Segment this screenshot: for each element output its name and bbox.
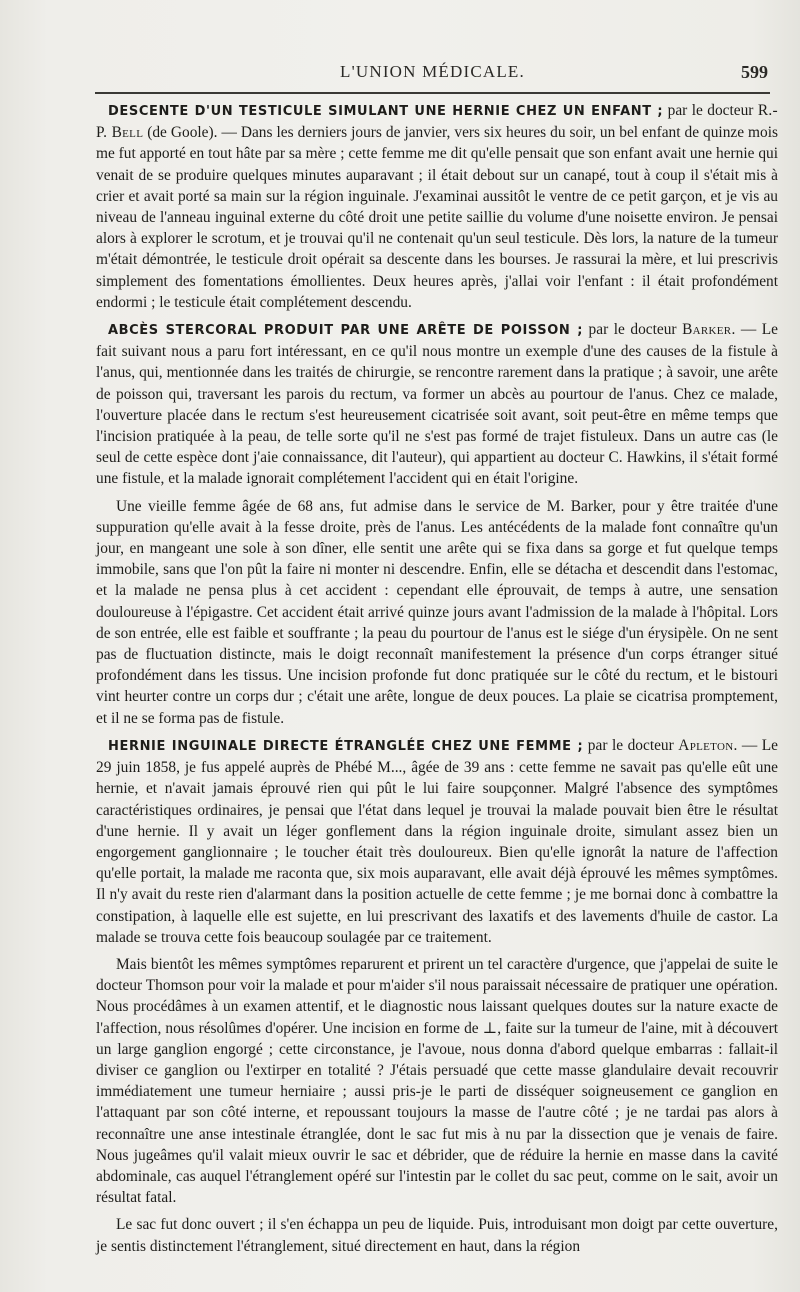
body-paragraph: Mais bientôt les mêmes symptômes reparurent et prirent un tel caractère d'urgence, que j'appelai de suite le docteur Thomson pour voir la malade et pour m'aider s'il nous paraissait nécessaire de pratiquer une opération. Nous procédâmes à un examen attentif, et le diagnostic nous laissant quelques doutes sur la nature exacte de l'affection, nous résolûmes d'opérer. Une incision en forme de ⊥, faite sur la tumeur de l'aine, mit à découvert un large ganglion engorgé ; cette circonstance, je l'avoue, nous donna d'abord quelque embarras : fallait-il diviser ce ganglion ou l'extirper en totalité ? J'étais persuadé que cette masse glandulaire devait recouvrir immédiatement une tumeur herniaire ; aussi pris-je le parti de disséquer soigneusement ce ganglion en l'attaquant par son côté interne, et repoussant toujours la masse de l'autre côté ; je ne tardai pas alors à reconnaître une anse intestinale étranglée, dont le sac fut mis à nu par la dissection que je venais de faire. Nous jugeâmes qu'il valait mieux ouvrir le sac et débrider, que de réduire la hernie en masse dans la cavité abdominale, cas auquel l'étranglement opéré sur l'intestin par le collet du sac peut, comme on le sait, avoir un résultat fatal. [96, 955, 778, 1207]
running-title: L'UNION MÉDICALE. [340, 62, 525, 81]
section-text: (de Goole). — Dans les derniers jours de janvier, vers six heures du soir, un bel enfant de quinze mois me fut apporté en tout hâte par sa mère ; cette femme me dit qu'elle pensait que son enfant avait une hernie qui venait de se produire quelques minutes auparavant ; il était debout sur un canapé, tout à coup il s'était mis à crier et avait porté sa main sur la région inguinale. J'examinai aussitôt le ventre de ce petit garçon, et je vis au niveau de l'anneau inguinal externe du côté droit une petite saillie du volume d'une noisette environ. Je pensai alors à explorer le scrotum, et je trouvai qu'il ne contenait qu'un seul testicule. Dès lors, la nature de la tumeur m'était démontrée, le testicule droit opérait sa descente dans les bourses. Je rassurai la mère, et lui prescrivis simplement des fomentations émollientes. Deux heures après, j'allai voir l'enfant : il était profondément endormi ; le testicule était complétement descendu. [96, 124, 778, 311]
author-prefix: par le docteur [663, 102, 758, 119]
body-paragraph: Une vieille femme âgée de 68 ans, fut admise dans le service de M. Barker, pour y être traitée d'une suppuration qu'elle avait à la fesse droite, près de l'anus. Les antécédents de la malade font connaître qu'un jour, en mangeant une sole à son dîner, elle sentit une arête qui se fixa dans sa gorge et fut quelque temps immobile, sans que l'on pût la faire ni monter ni descendre. Enfin, elle se détacha et descendit dans l'estomac, et la malade ne pensa plus à cet accident : cependant elle éprouvait, de temps à autre, une sensation douloureuse à l'épigastre. Cet accident était arrivé quinze jours avant l'admission de la malade à l'hôpital. Lors de son entrée, elle est faible et souffrante ; la peau du pourtour de l'anus est le siége d'un érysipèle. On ne sent pas de fluctuation distincte, mais le doigt reconnaît manifestement la présence d'un corps étranger situé profondément dans les tissus. Une incision profonde fut donc pratiquée sur le côté du rectum, et le bistouri vint heurter contre un corps dur ; c'était une arête, longue de deux pouces. La plaie se cicatrisa promptement, et il ne se forma pas de fistule. [96, 497, 778, 727]
author-prefix: par le docteur [583, 736, 679, 754]
section-heading: HERNIE INGUINALE DIRECTE ÉTRANGLÉE CHEZ UNE FEMME ; [108, 738, 584, 754]
author-prefix: par le docteur [583, 321, 683, 339]
section-heading: ABCÈS STERCORAL PRODUIT PAR UNE ARÊTE DE POISSON ; [108, 323, 583, 339]
author-name: R.-P. Bell [96, 102, 778, 142]
body-paragraph: Le sac fut donc ouvert ; il s'en échappa un peu de liquide. Puis, introduisant mon doigt par cette ouverture, je sentis distinctement l'étranglement, situé directement en haut, dans la région [96, 1216, 778, 1255]
author-name: Apleton [678, 736, 734, 754]
author-name: Barker [682, 321, 732, 339]
section-text: . — Le fait suivant nous a paru fort intéressant, en ce qu'il nous montre un exemple d'une des causes de la fistule à l'anus, qui, mentionnée dans les traités de chirurgie, se rencontre rarement dans la pratique ; à savoir, une arête de poisson qui, traversant les parois du rectum, va former un abcès au pourtour de l'anus. Chez ce malade, l'ouverture placée dans le rectum s'est heureusement cicatrisée soit avant, soit peut-être en même temps que l'incision pratiquée à la peau, de telle sorte qu'il ne s'est pas formé de trajet fistuleux. Dans un autre cas (le seul de cette espèce dont j'aie connaissance, dit l'auteur), qui appartient au docteur C. Hawkins, il s'était formé une fistule, et la malade ignorait complétement l'accident qui en était l'origine. [96, 321, 778, 488]
article-body [96, 100, 778, 1263]
running-head [95, 58, 770, 88]
section-paragraph [96, 735, 778, 948]
section-heading: DESCENTE D'UN TESTICULE SIMULANT UNE HERNIE CHEZ UN ENFANT ; [108, 104, 664, 119]
section-text: . — Le 29 juin 1858, je fus appelé auprès de Phébé M..., âgée de 39 ans : cette femme ne savait pas qu'elle eût une hernie, et n'avait jamais éprouvé rien qui pût le lui faire soupçonner. Malgré l'absence des symptômes caractéristiques ordinaires, je pensai que l'état dans lequel je trouvai la malade pouvait bien être le résultat d'une hernie. Il y avait un léger gonflement dans la région inguinale droite, simulant assez bien un engorgement ganglionnaire ; le toucher était très douloureux. Bien qu'elle ignorât la nature de l'affection qu'elle portait, la malade me raconta que, six mois auparavant, elle avait déjà éprouvé les mêmes symptômes. Il n'y avait du reste rien d'alarmant dans la position actuelle de cette femme ; je me bornai donc à combattre la constipation, à laquelle elle est sujette, en lui prescrivant des laxatifs et des lavements d'huile de castor. La malade se trouva cette fois beaucoup soulagée par ce traitement. [96, 736, 778, 946]
header-rule [95, 92, 770, 94]
page-number: 599 [741, 62, 768, 82]
section-paragraph [96, 319, 778, 490]
section-paragraph [96, 100, 778, 313]
